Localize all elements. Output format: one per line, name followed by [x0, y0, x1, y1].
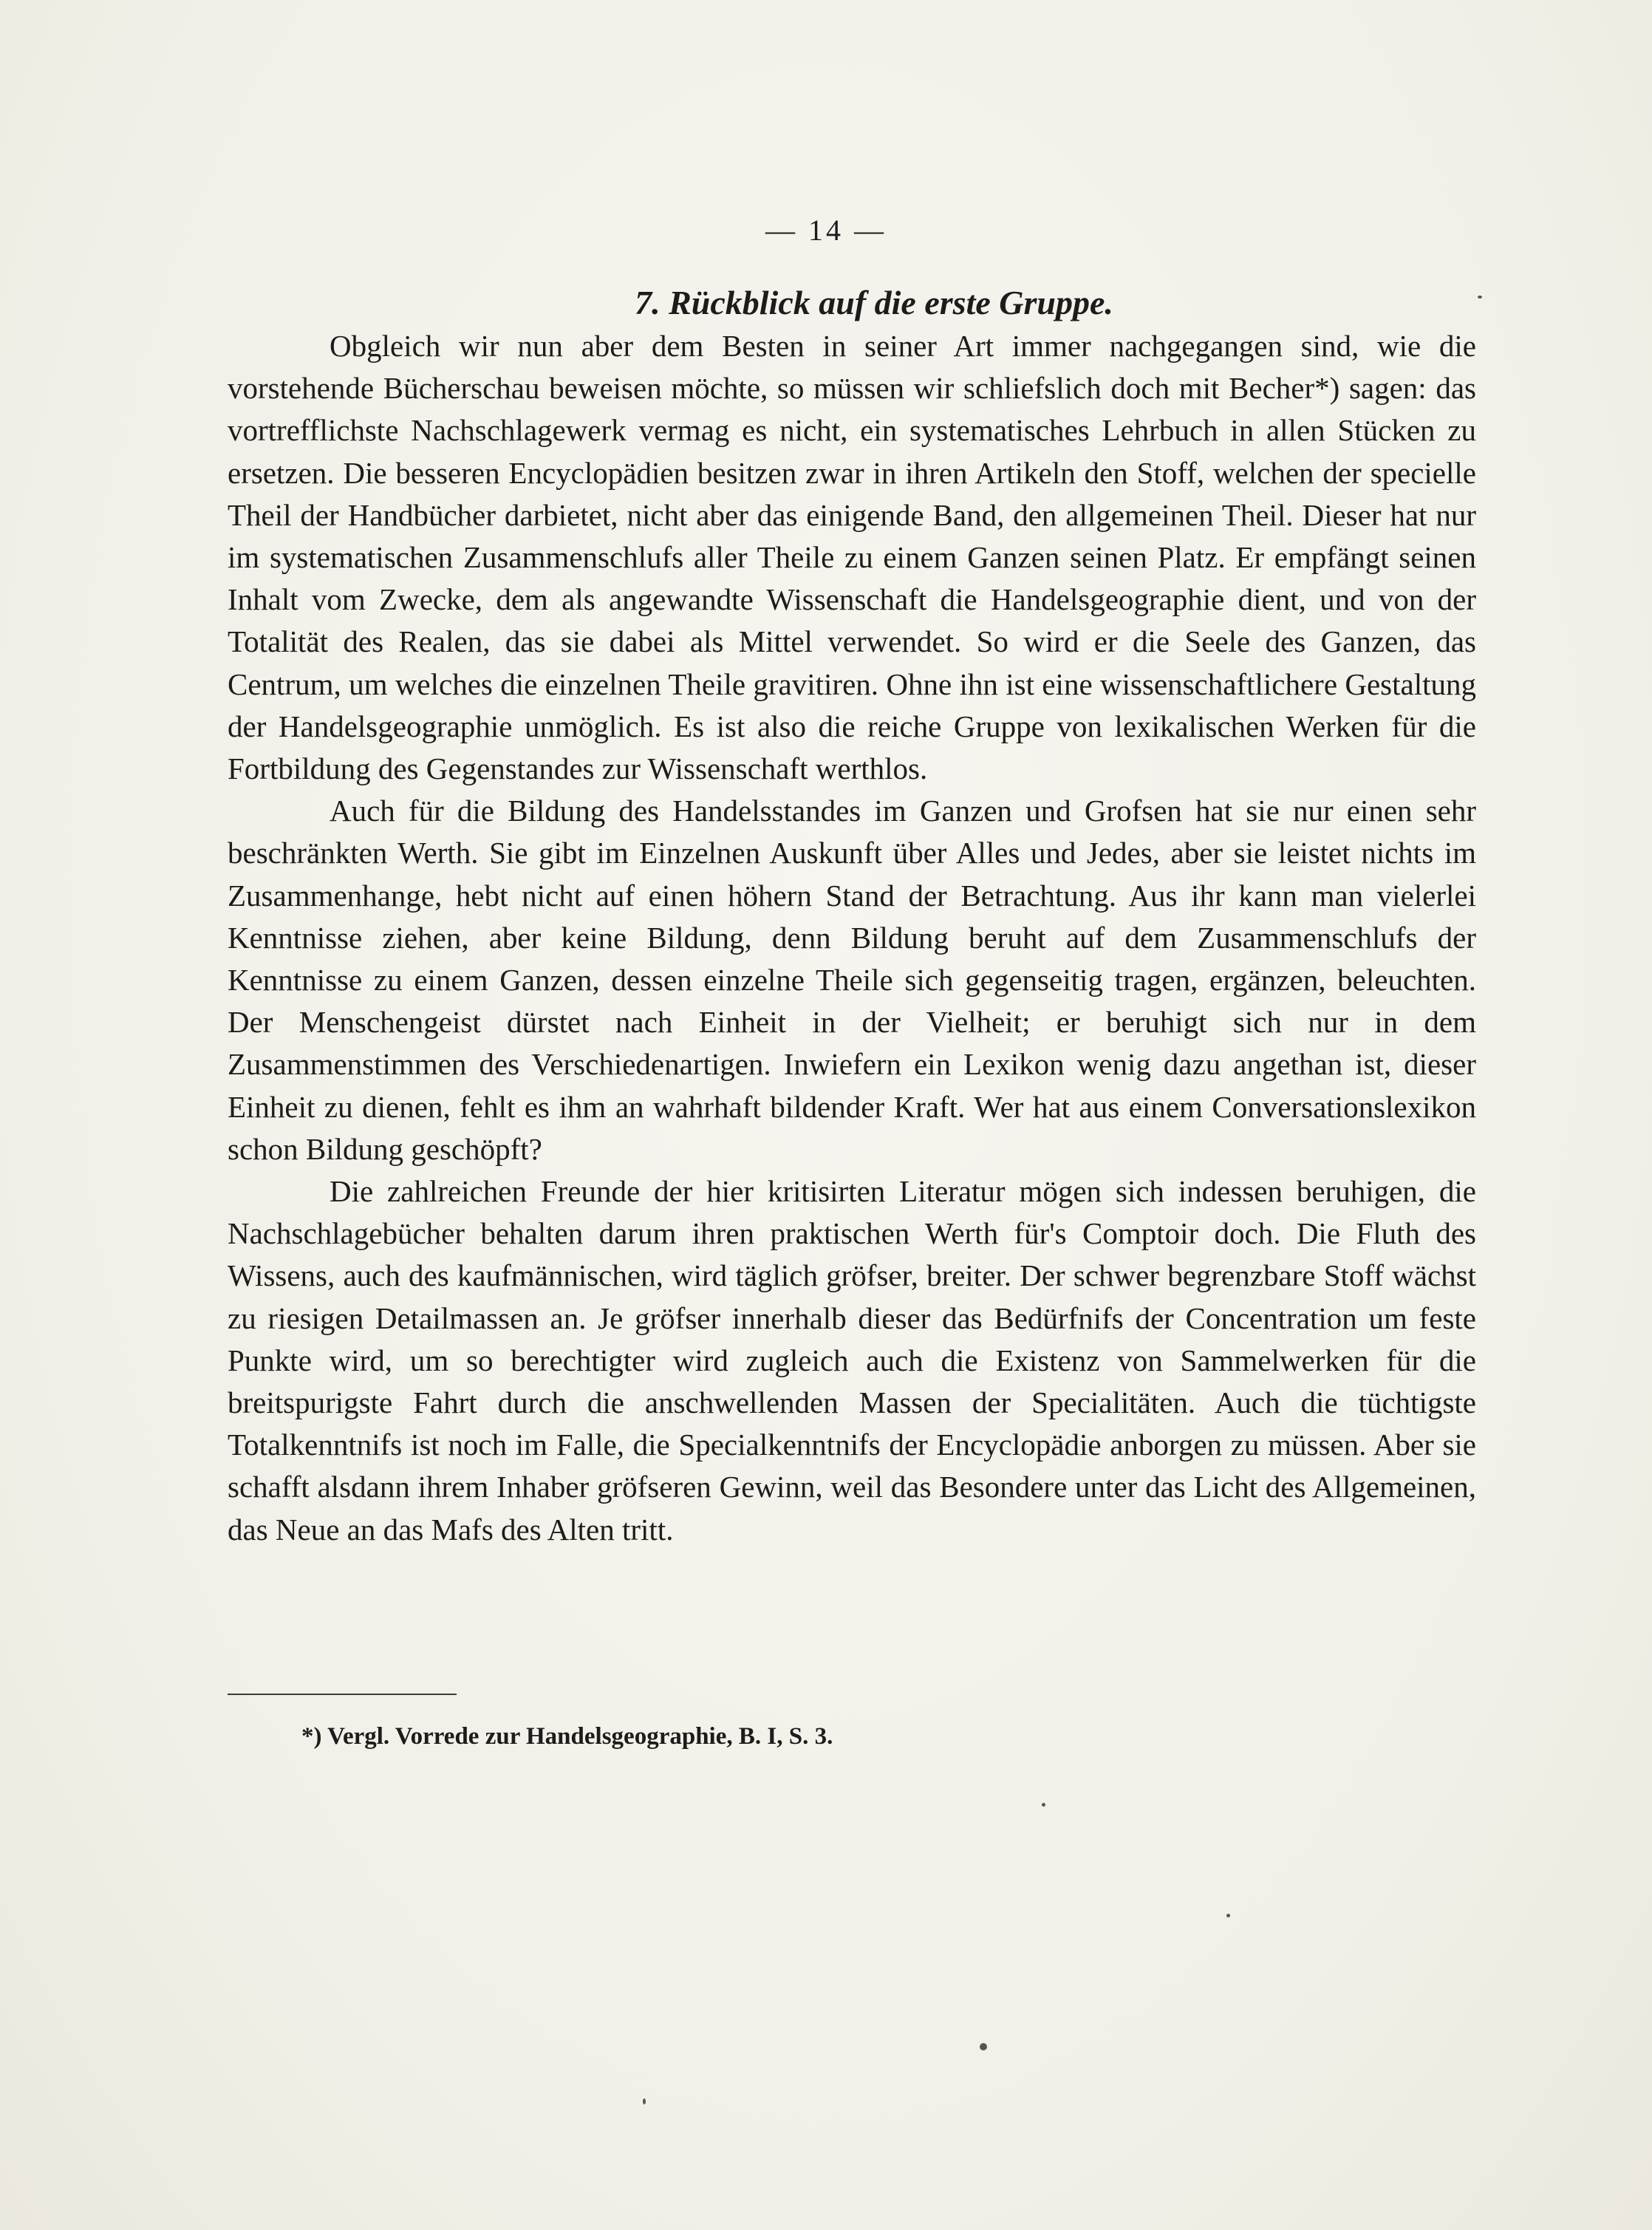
paper-speck [1042, 1803, 1045, 1807]
paragraph-3: Die zahlreichen Freunde der hier kritisirten Literatur mögen sich indessen beruhigen, die Nachschlagebücher behalten darum ihren praktischen Werth für's Comptoir doch. Die Fluth des Wissens, auch des kaufmännischen, wird täglich gröfser, breiter. Der schwer begrenzbare Stoff wächst zu riesigen Detailmassen an. Je gröfser innerhalb dieser das Bedürfnifs der Concentration um feste Punkte wird, um so berechtigter wird zugleich auch die Existenz von Sammelwerken für die breitspurigste Fahrt durch die anschwellenden Massen der Specialitäten. Auch die tüchtigste Totalkenntnifs ist noch im Falle, die Specialkenntnifs der Encyclopädie anborgen zu müssen. Aber sie schafft alsdann ihrem Inhaber gröfseren Gewinn, weil das Besondere unter das Licht des Allgemeinen, das Neue an das Mafs des Alten tritt. [228, 1174, 1476, 1547]
main-text [228, 281, 1476, 1551]
section-title: 7. Rückblick auf die erste Gruppe. [635, 284, 1113, 321]
footnote-divider [228, 1694, 457, 1695]
paragraph-1: Obgleich wir nun aber dem Besten in seiner Art immer nachgegangen sind, wie die vorstehende Bücherschau beweisen möchte, so müssen wir schliefslich doch mit Becher*) sagen: das vortrefflichste Nachschlagewerk vermag es nicht, ein systematisches Lehrbuch in allen Stücken zu ersetzen. Die besseren Encyclopädien besitzen zwar in ihren Artikeln den Stoff, welchen der specielle Theil der Handbücher darbietet, nicht aber das einigende Band, den allgemeinen Theil. Dieser hat nur im systematischen Zusammenschlufs aller Theile zu einem Ganzen seinen Platz. Er empfängt seinen Inhalt vom Zwecke, dem als angewandte Wissenschaft die Handelsgeographie dient, und von der Totalität des Realen, das sie dabei als Mittel verwendet. So wird er die Seele des Ganzen, das Centrum, um welches die einzelnen Theile gravitiren. Ohne ihn ist eine wissenschaftlichere Gestaltung der Handelsgeographie unmöglich. Es ist also die reiche Gruppe von lexikalischen Werken für die Fortbildung des Gegenstandes zur Wissenschaft werthlos. [228, 329, 1476, 786]
paper-speck [980, 2043, 987, 2050]
paper-speck [1226, 1914, 1230, 1917]
page-number: — 14 — [765, 214, 887, 247]
paper-speck [643, 2098, 646, 2104]
footnote: *) Vergl. Vorrede zur Handelsgeographie, B. I, S. 3. [301, 1723, 833, 1750]
paper-speck [1478, 296, 1482, 299]
paragraph-2: Auch für die Bildung des Handelsstandes im Ganzen und Grofsen hat sie nur einen sehr beschränkten Werth. Sie gibt im Einzelnen Auskunft über Alles und Jedes, aber sie leistet nichts im Zusammenhange, hebt nicht auf einen höhern Stand der Betrachtung. Aus ihr kann man vielerlei Kenntnisse ziehen, aber keine Bildung, denn Bildung beruht auf dem Zusammenschlufs der Kenntnisse zu einem Ganzen, dessen einzelne Theile sich gegenseitig tragen, ergänzen, beleuchten. Der Menschengeist dürstet nach Einheit in der Vielheit; er beruhigt sich nur in dem Zusammenstimmen des Verschiedenartigen. Inwiefern ein Lexikon wenig dazu angethan ist, dieser Einheit zu dienen, fehlt es ihm an wahrhaft bildender Kraft. Wer hat aus einem Conversationslexikon schon Bildung geschöpft? [228, 794, 1476, 1166]
